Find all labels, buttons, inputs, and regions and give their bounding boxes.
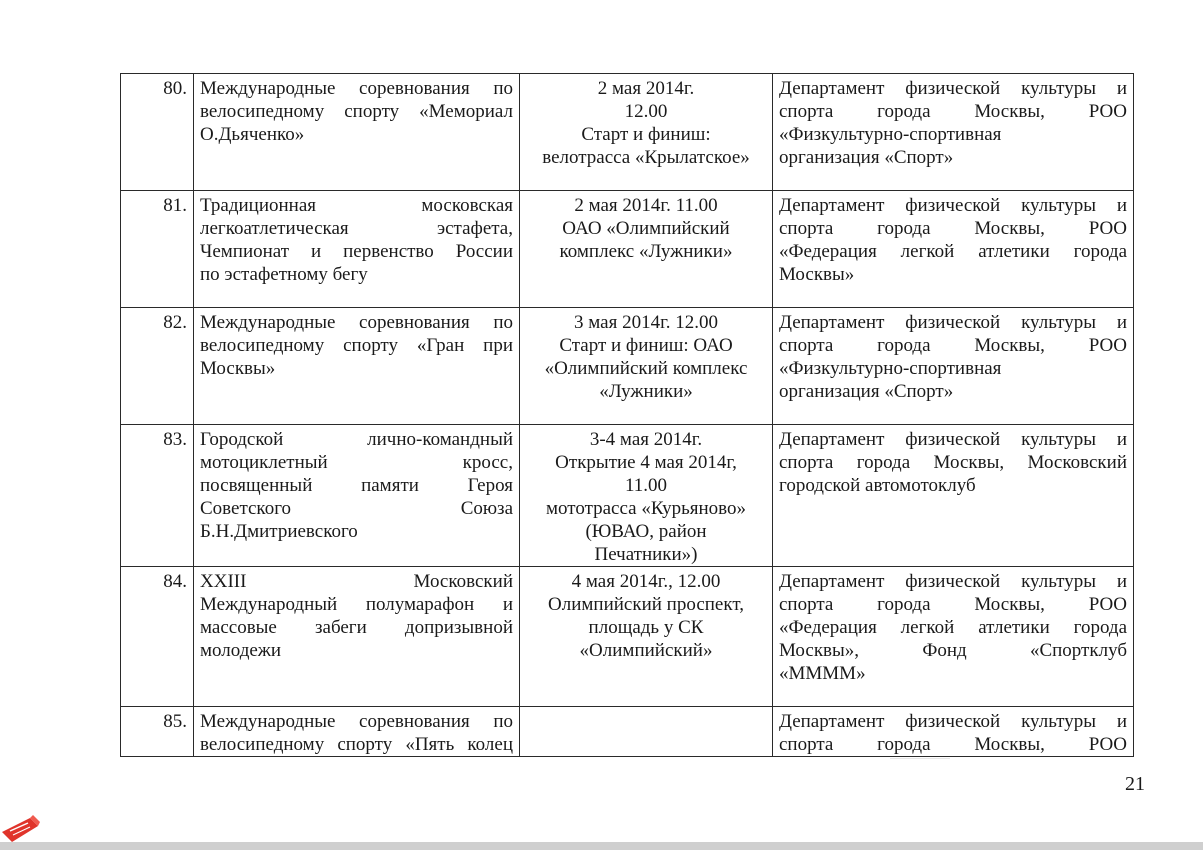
- row-number: 84.: [121, 567, 194, 707]
- event-date-venue-line: площадь у СК: [588, 617, 704, 638]
- event-date-venue: [520, 74, 773, 191]
- event-organizer-line: Департамент физической культуры и: [779, 195, 1127, 216]
- event-date-venue-line: Старт и финиш:: [581, 124, 711, 145]
- event-date-venue-line: Печатники»): [594, 544, 698, 565]
- event-date-venue-line: 3 мая 2014г. 12.00: [574, 312, 718, 333]
- event-date-venue-line: 3-4 мая 2014г.: [589, 429, 703, 450]
- event-date-venue: [520, 425, 773, 567]
- event-date-venue: [520, 308, 773, 425]
- event-organizer: [773, 308, 1134, 425]
- event-organizer: [773, 191, 1134, 308]
- event-organizer-line: спорта города Москвы, РОО: [779, 734, 1127, 755]
- library-stamp-icon: [0, 812, 42, 846]
- event-name-line: Традиционная московская: [200, 195, 513, 216]
- event-organizer-line: «Федерация легкой атлетики города: [779, 241, 1127, 262]
- event-organizer-line: Департамент физической культуры и: [779, 571, 1127, 592]
- event-organizer-line: городской автомотоклуб: [779, 475, 976, 496]
- scan-artifact: [890, 758, 950, 759]
- event-name-line: велосипедному спорту «Мемориал: [200, 101, 513, 122]
- event-date-venue: [520, 191, 773, 308]
- event-date-venue-line: мототрасса «Курьяново»: [546, 498, 746, 519]
- page-number: 21: [1125, 773, 1145, 795]
- event-organizer-line: Департамент физической культуры и: [779, 429, 1127, 450]
- event-date-venue-line: комплекс «Лужники»: [559, 241, 733, 262]
- event-name-line: мотоциклетный кросс,: [200, 452, 513, 473]
- event-organizer: [773, 707, 1134, 757]
- event-date-venue-line: 2 мая 2014г.: [597, 78, 695, 99]
- event-name-line: Международный полумарафон и: [200, 594, 513, 615]
- event-date-venue-line: велотрасса «Крылатское»: [542, 147, 750, 168]
- event-name-line: О.Дьяченко»: [200, 124, 305, 145]
- event-date-venue-line: Открытие 4 мая 2014г,: [555, 452, 737, 473]
- row-number: 83.: [121, 425, 194, 567]
- event-name-line: массовые забеги допризывной: [200, 617, 513, 638]
- event-name-line: Б.Н.Дмитриевского: [200, 521, 358, 542]
- row-number: 80.: [121, 74, 194, 191]
- event-organizer-line: Департамент физической культуры и: [779, 78, 1127, 99]
- event-organizer-line: Москвы»: [779, 264, 855, 285]
- event-date-venue-line: (ЮВАО, район: [585, 521, 707, 542]
- event-date-venue: [520, 707, 773, 757]
- event-organizer-line: «Федерация легкой атлетики города: [779, 617, 1127, 638]
- event-organizer-line: организация «Спорт»: [779, 381, 954, 402]
- scan-edge: [0, 842, 1203, 850]
- events-table: [120, 73, 1134, 757]
- event-name-line: легкоатлетическая эстафета,: [200, 218, 513, 239]
- event-name-line: посвященный памяти Героя: [200, 475, 513, 496]
- event-name-line: Чемпионат и первенство России: [200, 241, 513, 262]
- event-date-venue-line: Старт и финиш: ОАО: [559, 335, 733, 356]
- event-date-venue: [520, 567, 773, 707]
- event-name-line: велосипедному спорту «Пять колец: [200, 734, 513, 755]
- event-name-line: Городской лично-командный: [200, 429, 513, 450]
- event-organizer: [773, 567, 1134, 707]
- table-row: [121, 74, 1134, 191]
- event-name: [194, 74, 520, 191]
- event-name: [194, 707, 520, 757]
- row-number: 85.: [121, 707, 194, 757]
- event-name-line: по эстафетному бегу: [200, 264, 368, 285]
- event-name-line: Москвы»: [200, 358, 276, 379]
- event-date-venue-line: 11.00: [624, 475, 668, 496]
- event-date-venue-line: 2 мая 2014г. 11.00: [574, 195, 718, 216]
- event-organizer-line: «Физкультурно-спортивная: [779, 124, 1002, 145]
- event-organizer: [773, 74, 1134, 191]
- event-name-line: велосипедному спорту «Гран при: [200, 335, 513, 356]
- event-name: [194, 308, 520, 425]
- event-organizer-line: «Физкультурно-спортивная: [779, 358, 1002, 379]
- event-date-venue-line: ОАО «Олимпийский: [562, 218, 730, 239]
- event-name-line: Международные соревнования по: [200, 312, 513, 333]
- table-row: [121, 425, 1134, 567]
- event-organizer-line: спорта города Москвы, РОО: [779, 101, 1127, 122]
- event-date-venue-line: 12.00: [624, 101, 668, 122]
- table-row: [121, 567, 1134, 707]
- event-name: [194, 425, 520, 567]
- event-organizer-line: Москвы», Фонд «Спортклуб: [779, 640, 1127, 661]
- event-organizer-line: спорта города Москвы, РОО: [779, 335, 1127, 356]
- event-date-venue-line: 4 мая 2014г., 12.00: [571, 571, 721, 592]
- event-name-line: молодежи: [200, 640, 282, 661]
- row-number: 82.: [121, 308, 194, 425]
- table-row: [121, 308, 1134, 425]
- event-name: [194, 567, 520, 707]
- event-organizer: [773, 425, 1134, 567]
- event-name-line: Международные соревнования по: [200, 711, 513, 732]
- event-date-venue-line: «Олимпийский»: [579, 640, 713, 661]
- event-organizer-line: спорта города Москвы, РОО: [779, 594, 1127, 615]
- table-row: [121, 191, 1134, 308]
- event-organizer-line: организация «Спорт»: [779, 147, 954, 168]
- event-organizer-line: Департамент физической культуры и: [779, 711, 1127, 732]
- event-date-venue-line: «Лужники»: [599, 381, 693, 402]
- event-organizer-line: Департамент физической культуры и: [779, 312, 1127, 333]
- event-name: [194, 191, 520, 308]
- table-row: [121, 707, 1134, 757]
- event-name-line: Международные соревнования по: [200, 78, 513, 99]
- event-organizer-line: «ММММ»: [779, 663, 866, 684]
- event-organizer-line: спорта города Москвы, РОО: [779, 218, 1127, 239]
- event-name-line: XXIII Московский: [200, 571, 513, 592]
- event-organizer-line: спорта города Москвы, Московский: [779, 452, 1127, 473]
- row-number: 81.: [121, 191, 194, 308]
- event-date-venue-line: «Олимпийский комплекс: [544, 358, 748, 379]
- event-name-line: Советского Союза: [200, 498, 513, 519]
- event-date-venue-line: Олимпийский проспект,: [548, 594, 744, 615]
